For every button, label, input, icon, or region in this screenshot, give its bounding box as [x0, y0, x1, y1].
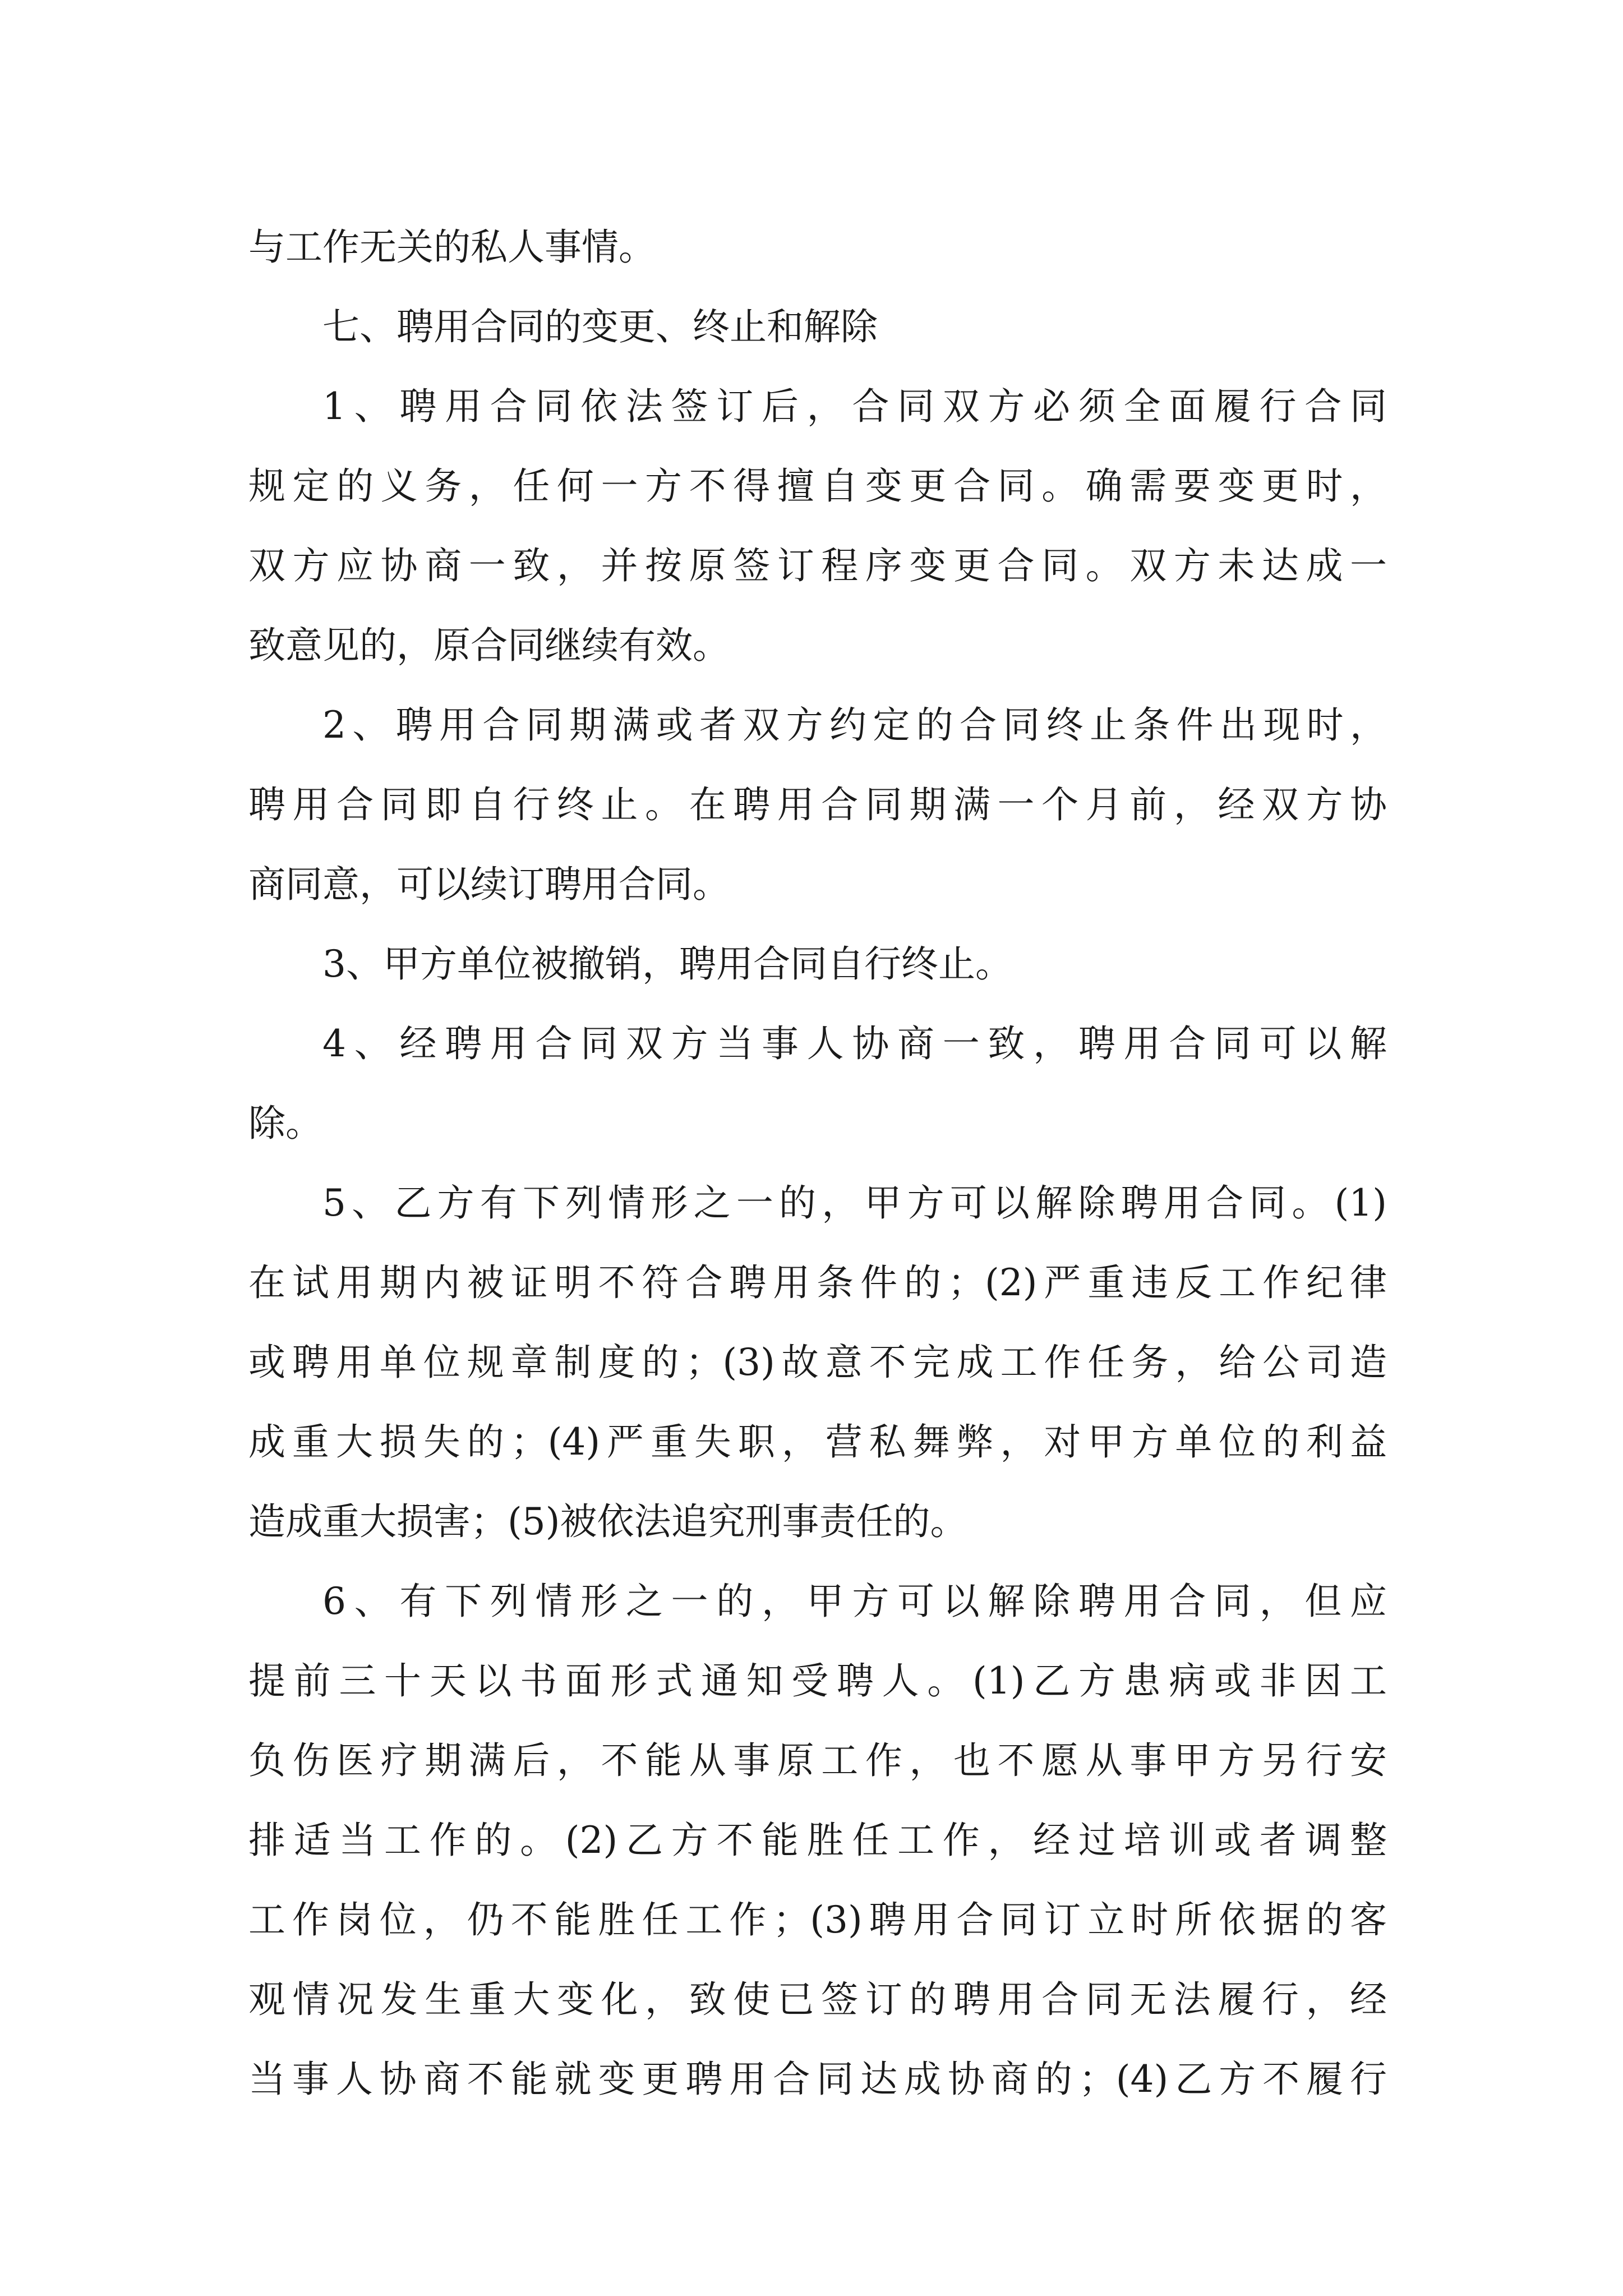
- text-line: 双方应协商一致，并按原签订程序变更合同。双方未达成一: [248, 544, 1387, 587]
- text-line: 商同意，可以续订聘用合同。: [248, 863, 730, 906]
- text-line: 在试用期内被证明不符合聘用条件的；(2)严重违反工作纪律: [248, 1261, 1387, 1304]
- text-line: 除。: [248, 1102, 322, 1145]
- text-line: 造成重大损害；(5)被依法追究刑事责任的。: [248, 1500, 967, 1543]
- text-line: 1、聘用合同依法签订后，合同双方必须全面履行合同: [322, 385, 1387, 428]
- text-line: 提前三十天以书面形式通知受聘人。(1)乙方患病或非因工: [248, 1659, 1387, 1703]
- document-body: [248, 208, 1387, 2119]
- text-line: 与工作无关的私人事情。: [248, 226, 656, 269]
- text-line: 6、有下列情形之一的，甲方可以解除聘用合同，但应: [322, 1580, 1387, 1623]
- text-line: 工作岗位，仍不能胜任工作；(3)聘用合同订立时所依据的客: [248, 1898, 1387, 1941]
- text-line: 当事人协商不能就变更聘用合同达成协商的；(4)乙方不履行: [248, 2058, 1387, 2101]
- text-line: 4、经聘用合同双方当事人协商一致，聘用合同可以解: [322, 1022, 1387, 1065]
- text-line: 排适当工作的。(2)乙方不能胜任工作，经过培训或者调整: [248, 1819, 1387, 1862]
- text-line: 观情况发生重大变化，致使已签订的聘用合同无法履行，经: [248, 1978, 1387, 2021]
- text-line: 规定的义务，任何一方不得擅自变更合同。确需要变更时，: [248, 464, 1387, 508]
- text-line: 聘用合同即自行终止。在聘用合同期满一个月前，经双方协: [248, 783, 1387, 826]
- text-line: 致意见的，原合同继续有效。: [248, 624, 730, 667]
- text-line: 5、乙方有下列情形之一的，甲方可以解除聘用合同。(1): [322, 1181, 1387, 1225]
- text-line: 3、甲方单位被撤销，聘用合同自行终止。: [322, 942, 1012, 986]
- text-line: 负伤医疗期满后，不能从事原工作，也不愿从事甲方另行安: [248, 1739, 1387, 1782]
- text-line: 成重大损失的；(4)严重失职，营私舞弊，对甲方单位的利益: [248, 1420, 1387, 1464]
- text-line: 七、聘用合同的变更、终止和解除: [322, 305, 878, 348]
- text-line: 2、聘用合同期满或者双方约定的合同终止条件出现时，: [322, 703, 1387, 747]
- text-line: 或聘用单位规章制度的；(3)故意不完成工作任务，给公司造: [248, 1341, 1387, 1384]
